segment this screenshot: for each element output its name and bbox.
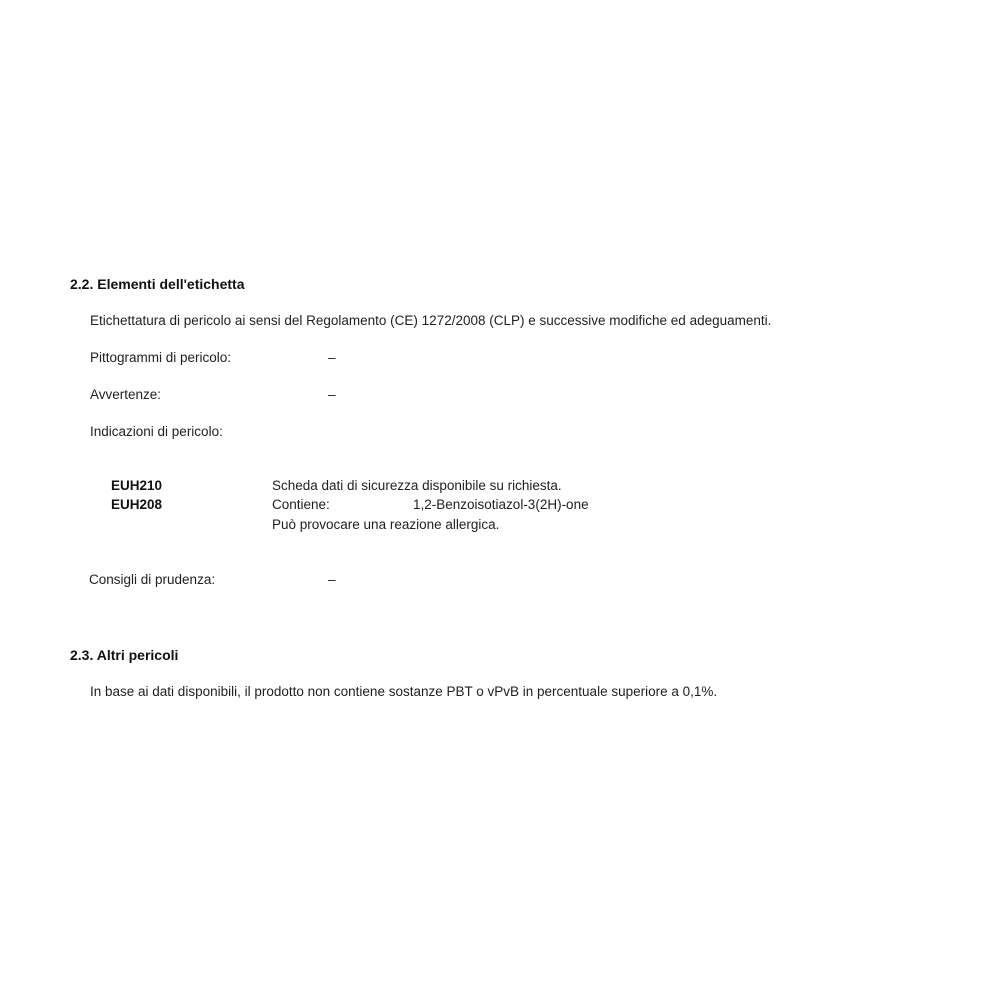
pictograms-label: Pittogrammi di pericolo: [90,350,232,365]
hazard-statements-label: Indicazioni di pericolo: [90,424,223,439]
precautionary-label: Consigli di prudenza: [89,572,216,587]
warnings-value: – [328,387,336,402]
section-heading-label-elements: 2.2. Elementi dell'etichetta [70,276,245,292]
hazard-code-euh208: EUH208 [111,497,163,512]
other-hazards-text: In base ai dati disponibili, il prodotto non contiene sostanze PBT o vPvB in percentuale superiore a 0,1%. [90,684,718,699]
hazard-text-euh208: Contiene: [272,497,330,512]
labelling-intro-text: Etichettatura di pericolo ai sensi del Regolamento (CE) 1272/2008 (CLP) e successive modifiche ed adeguamenti. [90,313,772,328]
hazard-text-euh208-line2: Può provocare una reazione allergica. [272,517,500,532]
hazard-text-euh210: Scheda dati di sicurezza disponibile su richiesta. [272,478,562,493]
hazard-substance-euh208: 1,2-Benzoisotiazol-3(2H)-one [413,497,589,512]
precautionary-value: – [328,572,336,587]
pictograms-value: – [328,350,336,365]
hazard-code-euh210: EUH210 [111,478,163,493]
section-heading-other-hazards: 2.3. Altri pericoli [70,647,179,663]
warnings-label: Avvertenze: [90,387,162,402]
